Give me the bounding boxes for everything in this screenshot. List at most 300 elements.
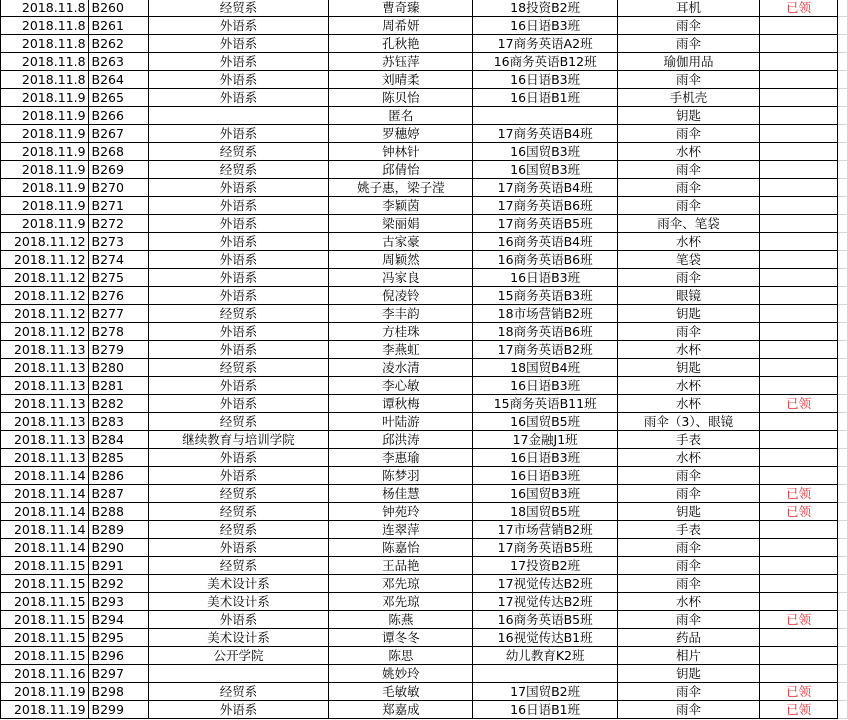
item-cell[interactable]: 水杯 — [617, 233, 759, 251]
empty-cell[interactable] — [838, 431, 848, 449]
date-cell[interactable]: 2018.11.15 — [1, 629, 89, 647]
status-cell[interactable]: 已领 — [760, 485, 838, 503]
code-cell[interactable]: B262 — [88, 35, 148, 53]
empty-cell[interactable] — [838, 323, 848, 341]
class-cell[interactable]: 16商务英语B5班 — [473, 611, 618, 629]
department-cell[interactable]: 外语系 — [148, 233, 329, 251]
date-cell[interactable]: 2018.11.9 — [1, 125, 89, 143]
name-cell[interactable]: 谭秋梅 — [329, 395, 473, 413]
empty-cell[interactable] — [838, 467, 848, 485]
code-cell[interactable]: B295 — [88, 629, 148, 647]
empty-cell[interactable] — [838, 539, 848, 557]
department-cell[interactable]: 外语系 — [148, 179, 329, 197]
empty-cell[interactable] — [838, 179, 848, 197]
item-cell[interactable]: 雨伞 — [617, 71, 759, 89]
class-cell[interactable]: 17商务英语B2班 — [473, 341, 618, 359]
date-cell[interactable]: 2018.11.9 — [1, 89, 89, 107]
code-cell[interactable]: B296 — [88, 647, 148, 665]
date-cell[interactable]: 2018.11.12 — [1, 323, 89, 341]
empty-cell[interactable] — [838, 143, 848, 161]
item-cell[interactable]: 钥匙 — [617, 503, 759, 521]
name-cell[interactable]: 钟苑玲 — [329, 503, 473, 521]
status-cell[interactable] — [760, 647, 838, 665]
status-cell[interactable] — [760, 89, 838, 107]
date-cell[interactable]: 2018.11.14 — [1, 503, 89, 521]
name-cell[interactable]: 李颖茵 — [329, 197, 473, 215]
empty-cell[interactable] — [838, 683, 848, 701]
class-cell[interactable]: 17视觉传达B2班 — [473, 593, 618, 611]
name-cell[interactable]: 连翠萍 — [329, 521, 473, 539]
name-cell[interactable]: 杨佳慧 — [329, 485, 473, 503]
date-cell[interactable]: 2018.11.13 — [1, 341, 89, 359]
empty-cell[interactable] — [838, 521, 848, 539]
item-cell[interactable]: 水杯 — [617, 593, 759, 611]
name-cell[interactable]: 倪凌铃 — [329, 287, 473, 305]
name-cell[interactable]: 邱洪涛 — [329, 431, 473, 449]
empty-cell[interactable] — [838, 287, 848, 305]
class-cell[interactable]: 17商务英语B5班 — [473, 539, 618, 557]
item-cell[interactable]: 瑜伽用品 — [617, 53, 759, 71]
name-cell[interactable]: 匿名 — [329, 107, 473, 125]
empty-cell[interactable] — [838, 359, 848, 377]
status-cell[interactable] — [760, 125, 838, 143]
item-cell[interactable]: 手表 — [617, 521, 759, 539]
name-cell[interactable]: 罗穗婷 — [329, 125, 473, 143]
status-cell[interactable] — [760, 215, 838, 233]
name-cell[interactable]: 邓先琼 — [329, 575, 473, 593]
item-cell[interactable]: 雨伞 — [617, 539, 759, 557]
status-cell[interactable] — [760, 413, 838, 431]
code-cell[interactable]: B294 — [88, 611, 148, 629]
empty-cell[interactable] — [838, 395, 848, 413]
department-cell[interactable]: 美术设计系 — [148, 593, 329, 611]
class-cell[interactable]: 17商务英语B4班 — [473, 125, 618, 143]
item-cell[interactable]: 水杯 — [617, 341, 759, 359]
code-cell[interactable]: B266 — [88, 107, 148, 125]
department-cell[interactable]: 外语系 — [148, 53, 329, 71]
code-cell[interactable]: B283 — [88, 413, 148, 431]
department-cell[interactable]: 外语系 — [148, 197, 329, 215]
code-cell[interactable]: B275 — [88, 269, 148, 287]
status-cell[interactable]: 已领 — [760, 0, 838, 17]
department-cell[interactable]: 外语系 — [148, 539, 329, 557]
name-cell[interactable]: 姚子惠，梁子滢 — [329, 179, 473, 197]
class-cell[interactable]: 17商务英语A2班 — [473, 35, 618, 53]
date-cell[interactable]: 2018.11.8 — [1, 71, 89, 89]
class-cell[interactable]: 16日语B1班 — [473, 701, 618, 719]
code-cell[interactable]: B269 — [88, 161, 148, 179]
item-cell[interactable]: 雨伞 — [617, 323, 759, 341]
date-cell[interactable]: 2018.11.12 — [1, 233, 89, 251]
status-cell[interactable] — [760, 233, 838, 251]
empty-cell[interactable] — [838, 485, 848, 503]
status-cell[interactable]: 已领 — [760, 701, 838, 719]
date-cell[interactable]: 2018.11.15 — [1, 647, 89, 665]
code-cell[interactable]: B260 — [88, 0, 148, 17]
code-cell[interactable]: B297 — [88, 665, 148, 683]
empty-cell[interactable] — [838, 71, 848, 89]
class-cell[interactable]: 16商务英语B6班 — [473, 251, 618, 269]
item-cell[interactable]: 雨伞 — [617, 611, 759, 629]
name-cell[interactable]: 陈梦羽 — [329, 467, 473, 485]
name-cell[interactable]: 钟林针 — [329, 143, 473, 161]
item-cell[interactable]: 雨伞 — [617, 467, 759, 485]
department-cell[interactable]: 外语系 — [148, 701, 329, 719]
name-cell[interactable]: 周希妍 — [329, 17, 473, 35]
date-cell[interactable]: 2018.11.19 — [1, 701, 89, 719]
status-cell[interactable]: 已领 — [760, 611, 838, 629]
name-cell[interactable]: 毛敏敏 — [329, 683, 473, 701]
date-cell[interactable]: 2018.11.9 — [1, 179, 89, 197]
empty-cell[interactable] — [838, 629, 848, 647]
status-cell[interactable] — [760, 107, 838, 125]
item-cell[interactable]: 雨伞 — [617, 179, 759, 197]
name-cell[interactable]: 邓先琼 — [329, 593, 473, 611]
department-cell[interactable]: 经贸系 — [148, 521, 329, 539]
name-cell[interactable]: 冯家良 — [329, 269, 473, 287]
department-cell[interactable]: 外语系 — [148, 341, 329, 359]
status-cell[interactable] — [760, 323, 838, 341]
department-cell[interactable]: 外语系 — [148, 89, 329, 107]
code-cell[interactable]: B293 — [88, 593, 148, 611]
department-cell[interactable]: 外语系 — [148, 35, 329, 53]
class-cell[interactable]: 17国贸B2班 — [473, 683, 618, 701]
date-cell[interactable]: 2018.11.14 — [1, 539, 89, 557]
class-cell[interactable]: 16日语B3班 — [473, 17, 618, 35]
class-cell[interactable]: 17商务英语B4班 — [473, 179, 618, 197]
date-cell[interactable]: 2018.11.13 — [1, 449, 89, 467]
date-cell[interactable]: 2018.11.12 — [1, 305, 89, 323]
empty-cell[interactable] — [838, 233, 848, 251]
code-cell[interactable]: B281 — [88, 377, 148, 395]
department-cell[interactable]: 外语系 — [148, 17, 329, 35]
name-cell[interactable]: 陈思 — [329, 647, 473, 665]
date-cell[interactable]: 2018.11.12 — [1, 287, 89, 305]
item-cell[interactable]: 水杯 — [617, 395, 759, 413]
class-cell[interactable] — [473, 665, 618, 683]
name-cell[interactable]: 陈嘉怡 — [329, 539, 473, 557]
code-cell[interactable]: B272 — [88, 215, 148, 233]
class-cell[interactable]: 18商务英语B6班 — [473, 323, 618, 341]
status-cell[interactable] — [760, 341, 838, 359]
class-cell[interactable]: 17市场营销B2班 — [473, 521, 618, 539]
class-cell[interactable]: 16国贸B3班 — [473, 143, 618, 161]
empty-cell[interactable] — [838, 125, 848, 143]
status-cell[interactable] — [760, 521, 838, 539]
empty-cell[interactable] — [838, 557, 848, 575]
item-cell[interactable]: 雨伞 — [617, 125, 759, 143]
status-cell[interactable] — [760, 287, 838, 305]
name-cell[interactable]: 叶陆游 — [329, 413, 473, 431]
department-cell[interactable] — [148, 107, 329, 125]
name-cell[interactable]: 古家豪 — [329, 233, 473, 251]
name-cell[interactable]: 谭冬冬 — [329, 629, 473, 647]
item-cell[interactable]: 手表 — [617, 431, 759, 449]
class-cell[interactable]: 16国贸B3班 — [473, 485, 618, 503]
department-cell[interactable]: 外语系 — [148, 125, 329, 143]
date-cell[interactable]: 2018.11.13 — [1, 377, 89, 395]
department-cell[interactable]: 外语系 — [148, 377, 329, 395]
code-cell[interactable]: B264 — [88, 71, 148, 89]
department-cell[interactable]: 经贸系 — [148, 485, 329, 503]
department-cell[interactable]: 经贸系 — [148, 143, 329, 161]
department-cell[interactable]: 经贸系 — [148, 0, 329, 17]
status-cell[interactable] — [760, 467, 838, 485]
department-cell[interactable]: 经贸系 — [148, 503, 329, 521]
code-cell[interactable]: B280 — [88, 359, 148, 377]
item-cell[interactable]: 水杯 — [617, 143, 759, 161]
class-cell[interactable]: 17商务英语B6班 — [473, 197, 618, 215]
name-cell[interactable]: 李惠瑜 — [329, 449, 473, 467]
department-cell[interactable] — [148, 665, 329, 683]
name-cell[interactable]: 刘晴柔 — [329, 71, 473, 89]
status-cell[interactable] — [760, 143, 838, 161]
status-cell[interactable] — [760, 359, 838, 377]
code-cell[interactable]: B270 — [88, 179, 148, 197]
status-cell[interactable] — [760, 665, 838, 683]
department-cell[interactable]: 经贸系 — [148, 161, 329, 179]
item-cell[interactable]: 耳机 — [617, 0, 759, 17]
code-cell[interactable]: B290 — [88, 539, 148, 557]
name-cell[interactable]: 曹奇臻 — [329, 0, 473, 17]
name-cell[interactable]: 郑嘉成 — [329, 701, 473, 719]
name-cell[interactable]: 李丰韵 — [329, 305, 473, 323]
empty-cell[interactable] — [838, 305, 848, 323]
item-cell[interactable]: 雨伞 — [617, 17, 759, 35]
status-cell[interactable] — [760, 53, 838, 71]
name-cell[interactable]: 梁丽娟 — [329, 215, 473, 233]
status-cell[interactable]: 已领 — [760, 683, 838, 701]
empty-cell[interactable] — [838, 341, 848, 359]
code-cell[interactable]: B285 — [88, 449, 148, 467]
class-cell[interactable]: 18国贸B4班 — [473, 359, 618, 377]
date-cell[interactable]: 2018.11.15 — [1, 593, 89, 611]
item-cell[interactable]: 雨伞 — [617, 161, 759, 179]
class-cell[interactable]: 17商务英语B5班 — [473, 215, 618, 233]
code-cell[interactable]: B274 — [88, 251, 148, 269]
department-cell[interactable]: 外语系 — [148, 323, 329, 341]
name-cell[interactable]: 陈贝怡 — [329, 89, 473, 107]
class-cell[interactable]: 15商务英语B3班 — [473, 287, 618, 305]
name-cell[interactable]: 陈燕 — [329, 611, 473, 629]
date-cell[interactable]: 2018.11.9 — [1, 215, 89, 233]
item-cell[interactable]: 笔袋 — [617, 251, 759, 269]
class-cell[interactable]: 16商务英语B4班 — [473, 233, 618, 251]
item-cell[interactable]: 药品 — [617, 629, 759, 647]
status-cell[interactable] — [760, 161, 838, 179]
class-cell[interactable]: 16日语B3班 — [473, 71, 618, 89]
code-cell[interactable]: B277 — [88, 305, 148, 323]
class-cell[interactable]: 18投资B2班 — [473, 0, 618, 17]
department-cell[interactable]: 外语系 — [148, 71, 329, 89]
empty-cell[interactable] — [838, 269, 848, 287]
empty-cell[interactable] — [838, 701, 848, 719]
department-cell[interactable]: 经贸系 — [148, 557, 329, 575]
department-cell[interactable]: 外语系 — [148, 215, 329, 233]
status-cell[interactable] — [760, 269, 838, 287]
date-cell[interactable]: 2018.11.9 — [1, 161, 89, 179]
empty-cell[interactable] — [838, 503, 848, 521]
name-cell[interactable]: 凌水清 — [329, 359, 473, 377]
empty-cell[interactable] — [838, 575, 848, 593]
empty-cell[interactable] — [838, 161, 848, 179]
code-cell[interactable]: B289 — [88, 521, 148, 539]
date-cell[interactable]: 2018.11.8 — [1, 35, 89, 53]
code-cell[interactable]: B299 — [88, 701, 148, 719]
item-cell[interactable]: 水杯 — [617, 377, 759, 395]
department-cell[interactable]: 经贸系 — [148, 305, 329, 323]
name-cell[interactable]: 方桂珠 — [329, 323, 473, 341]
code-cell[interactable]: B278 — [88, 323, 148, 341]
name-cell[interactable]: 邱倩怡 — [329, 161, 473, 179]
date-cell[interactable]: 2018.11.13 — [1, 431, 89, 449]
class-cell[interactable]: 16国贸B3班 — [473, 161, 618, 179]
class-cell[interactable] — [473, 107, 618, 125]
class-cell[interactable]: 16日语B3班 — [473, 467, 618, 485]
date-cell[interactable]: 2018.11.15 — [1, 557, 89, 575]
name-cell[interactable]: 李燕虹 — [329, 341, 473, 359]
name-cell[interactable]: 苏钰萍 — [329, 53, 473, 71]
item-cell[interactable]: 钥匙 — [617, 107, 759, 125]
status-cell[interactable] — [760, 377, 838, 395]
empty-cell[interactable] — [838, 215, 848, 233]
item-cell[interactable]: 相片 — [617, 647, 759, 665]
date-cell[interactable]: 2018.11.16 — [1, 665, 89, 683]
empty-cell[interactable] — [838, 197, 848, 215]
department-cell[interactable]: 经贸系 — [148, 413, 329, 431]
item-cell[interactable]: 雨伞 — [617, 701, 759, 719]
item-cell[interactable]: 钥匙 — [617, 305, 759, 323]
class-cell[interactable]: 18市场营销B2班 — [473, 305, 618, 323]
code-cell[interactable]: B292 — [88, 575, 148, 593]
date-cell[interactable]: 2018.11.8 — [1, 0, 89, 17]
code-cell[interactable]: B271 — [88, 197, 148, 215]
item-cell[interactable]: 雨伞 — [617, 269, 759, 287]
class-cell[interactable]: 15商务英语B11班 — [473, 395, 618, 413]
empty-cell[interactable] — [838, 593, 848, 611]
item-cell[interactable]: 雨伞 — [617, 197, 759, 215]
department-cell[interactable]: 外语系 — [148, 467, 329, 485]
date-cell[interactable]: 2018.11.9 — [1, 143, 89, 161]
department-cell[interactable]: 外语系 — [148, 251, 329, 269]
date-cell[interactable]: 2018.11.12 — [1, 251, 89, 269]
class-cell[interactable]: 16视觉传达B1班 — [473, 629, 618, 647]
status-cell[interactable] — [760, 539, 838, 557]
code-cell[interactable]: B261 — [88, 17, 148, 35]
empty-cell[interactable] — [838, 107, 848, 125]
item-cell[interactable]: 雨伞 — [617, 485, 759, 503]
code-cell[interactable]: B298 — [88, 683, 148, 701]
status-cell[interactable] — [760, 557, 838, 575]
department-cell[interactable]: 美术设计系 — [148, 575, 329, 593]
class-cell[interactable]: 幼儿教育K2班 — [473, 647, 618, 665]
code-cell[interactable]: B291 — [88, 557, 148, 575]
status-cell[interactable] — [760, 71, 838, 89]
name-cell[interactable]: 李心敏 — [329, 377, 473, 395]
status-cell[interactable] — [760, 17, 838, 35]
department-cell[interactable]: 经贸系 — [148, 683, 329, 701]
empty-cell[interactable] — [838, 647, 848, 665]
class-cell[interactable]: 17视觉传达B2班 — [473, 575, 618, 593]
class-cell[interactable]: 16国贸B5班 — [473, 413, 618, 431]
class-cell[interactable]: 16日语B1班 — [473, 89, 618, 107]
empty-cell[interactable] — [838, 377, 848, 395]
department-cell[interactable]: 外语系 — [148, 449, 329, 467]
name-cell[interactable]: 王品艳 — [329, 557, 473, 575]
class-cell[interactable]: 16日语B3班 — [473, 449, 618, 467]
date-cell[interactable]: 2018.11.14 — [1, 485, 89, 503]
name-cell[interactable]: 姚妙玲 — [329, 665, 473, 683]
department-cell[interactable]: 继续教育与培训学院 — [148, 431, 329, 449]
date-cell[interactable]: 2018.11.9 — [1, 107, 89, 125]
class-cell[interactable]: 16日语B3班 — [473, 377, 618, 395]
code-cell[interactable]: B268 — [88, 143, 148, 161]
class-cell[interactable]: 16日语B3班 — [473, 269, 618, 287]
status-cell[interactable] — [760, 431, 838, 449]
item-cell[interactable]: 雨伞 — [617, 683, 759, 701]
department-cell[interactable]: 经贸系 — [148, 359, 329, 377]
empty-cell[interactable] — [838, 0, 848, 17]
code-cell[interactable]: B284 — [88, 431, 148, 449]
date-cell[interactable]: 2018.11.14 — [1, 467, 89, 485]
code-cell[interactable]: B288 — [88, 503, 148, 521]
class-cell[interactable]: 16商务英语B12班 — [473, 53, 618, 71]
status-cell[interactable]: 已领 — [760, 503, 838, 521]
item-cell[interactable]: 雨伞 — [617, 557, 759, 575]
date-cell[interactable]: 2018.11.19 — [1, 683, 89, 701]
empty-cell[interactable] — [838, 17, 848, 35]
item-cell[interactable]: 钥匙 — [617, 359, 759, 377]
status-cell[interactable] — [760, 305, 838, 323]
department-cell[interactable]: 公开学院 — [148, 647, 329, 665]
status-cell[interactable] — [760, 575, 838, 593]
code-cell[interactable]: B267 — [88, 125, 148, 143]
empty-cell[interactable] — [838, 413, 848, 431]
code-cell[interactable]: B286 — [88, 467, 148, 485]
code-cell[interactable]: B273 — [88, 233, 148, 251]
item-cell[interactable]: 雨伞 — [617, 575, 759, 593]
code-cell[interactable]: B282 — [88, 395, 148, 413]
date-cell[interactable]: 2018.11.13 — [1, 413, 89, 431]
status-cell[interactable] — [760, 35, 838, 53]
status-cell[interactable] — [760, 593, 838, 611]
date-cell[interactable]: 2018.11.14 — [1, 521, 89, 539]
department-cell[interactable]: 外语系 — [148, 287, 329, 305]
code-cell[interactable]: B279 — [88, 341, 148, 359]
date-cell[interactable]: 2018.11.13 — [1, 395, 89, 413]
name-cell[interactable]: 孔秋艳 — [329, 35, 473, 53]
date-cell[interactable]: 2018.11.12 — [1, 269, 89, 287]
date-cell[interactable]: 2018.11.8 — [1, 17, 89, 35]
date-cell[interactable]: 2018.11.15 — [1, 611, 89, 629]
item-cell[interactable]: 眼镜 — [617, 287, 759, 305]
status-cell[interactable] — [760, 197, 838, 215]
status-cell[interactable]: 已领 — [760, 395, 838, 413]
department-cell[interactable]: 外语系 — [148, 269, 329, 287]
item-cell[interactable]: 手机壳 — [617, 89, 759, 107]
empty-cell[interactable] — [838, 251, 848, 269]
class-cell[interactable]: 17投资B2班 — [473, 557, 618, 575]
date-cell[interactable]: 2018.11.9 — [1, 197, 89, 215]
empty-cell[interactable] — [838, 665, 848, 683]
item-cell[interactable]: 雨伞、笔袋 — [617, 215, 759, 233]
status-cell[interactable] — [760, 629, 838, 647]
date-cell[interactable]: 2018.11.13 — [1, 359, 89, 377]
item-cell[interactable]: 雨伞 — [617, 35, 759, 53]
name-cell[interactable]: 周颖然 — [329, 251, 473, 269]
code-cell[interactable]: B276 — [88, 287, 148, 305]
code-cell[interactable]: B265 — [88, 89, 148, 107]
